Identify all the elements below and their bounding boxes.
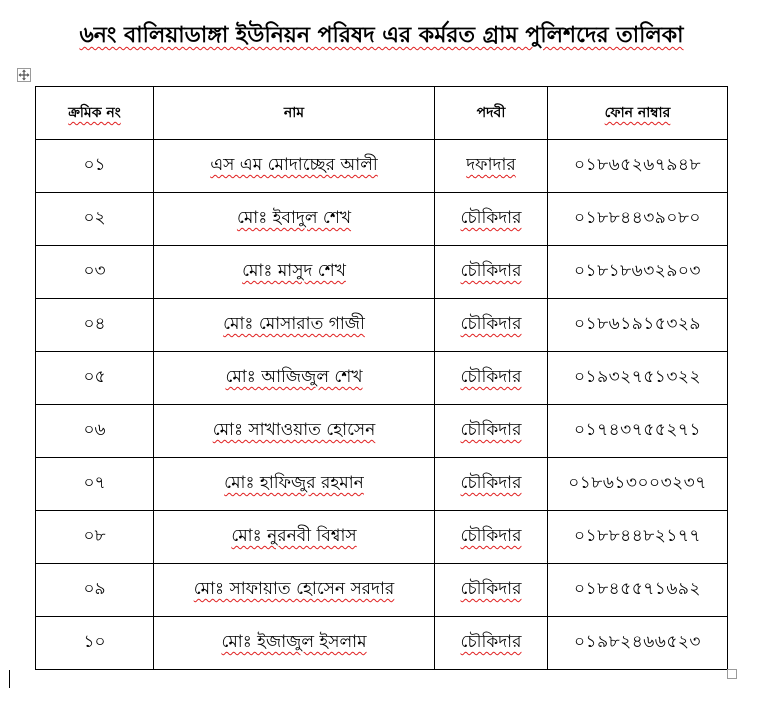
table-row — [36, 352, 728, 405]
cell-designation-text: চৌকিদার — [460, 314, 522, 334]
cell-designation — [435, 299, 548, 352]
cell-designation-text: চৌকিদার — [460, 473, 522, 493]
cell-name — [154, 617, 435, 670]
cell-designation — [435, 564, 548, 617]
cell-serial: ০৫ — [36, 352, 154, 405]
header-serial — [36, 87, 154, 140]
table-row — [36, 617, 728, 670]
cell-name-text: মোঃ সাফায়াত হোসেন সরদার — [193, 579, 395, 599]
header-designation-label: পদবী — [476, 105, 506, 121]
cell-name-text: মোঃ মাসুদ শেখ — [242, 261, 346, 281]
cell-phone: ০১৯৩২৭৫১৩২২ — [548, 352, 728, 405]
table-row — [36, 140, 728, 193]
table-move-handle-icon[interactable] — [17, 68, 31, 82]
cell-designation — [435, 193, 548, 246]
cell-designation — [435, 140, 548, 193]
cell-designation — [435, 458, 548, 511]
cell-name — [154, 511, 435, 564]
cell-phone: ০১৮৬৫২৬৭৯৪৮ — [548, 140, 728, 193]
table-row — [36, 193, 728, 246]
cell-name-text: মোঃ ইজাজুল ইসলাম — [221, 632, 367, 652]
cell-name-text: মোঃ নুরনবী বিশ্বাস — [231, 526, 357, 546]
cell-serial: ০৯ — [36, 564, 154, 617]
cell-phone: ০১৮১৮৬৩২৯০৩ — [548, 246, 728, 299]
cell-designation-text: চৌকিদার — [460, 632, 522, 652]
cell-designation — [435, 352, 548, 405]
cell-phone: ০১৯৮২৪৬৬৫২৩ — [548, 617, 728, 670]
cell-serial: ০৬ — [36, 405, 154, 458]
cell-phone: ০১৮৮৪৪৩৯০৮০ — [548, 193, 728, 246]
table-resize-handle-icon[interactable] — [727, 669, 737, 679]
cell-name-text: মোঃ মোসারাত গাজী — [223, 314, 365, 334]
cell-name — [154, 299, 435, 352]
cell-phone: ০১৮৬১৩০০৩২৩৭ — [548, 458, 728, 511]
header-name-label: নাম — [283, 105, 305, 121]
cell-serial: ০৩ — [36, 246, 154, 299]
cell-designation — [435, 405, 548, 458]
cell-designation-text: চৌকিদার — [460, 579, 522, 599]
cell-phone: ০১৮৪৫৫৭১৬৯২ — [548, 564, 728, 617]
cell-serial: ০২ — [36, 193, 154, 246]
move-arrows-icon — [18, 69, 30, 81]
header-phone-label: ফোন নাম্বার — [604, 105, 671, 121]
cell-name-text: এস এম মোদাচ্ছের আলী — [210, 155, 378, 175]
cell-designation-text: দফাদার — [466, 155, 516, 175]
table-row — [36, 246, 728, 299]
cell-name — [154, 458, 435, 511]
table-row — [36, 511, 728, 564]
cell-serial: ১০ — [36, 617, 154, 670]
table-row — [36, 564, 728, 617]
header-name — [154, 87, 435, 140]
header-phone — [548, 87, 728, 140]
header-serial-label: ক্রমিক নং — [68, 105, 121, 121]
table-header-row — [36, 87, 728, 140]
cell-phone: ০১৮৮৪৪৮২১৭৭ — [548, 511, 728, 564]
cell-serial: ০৪ — [36, 299, 154, 352]
cell-name — [154, 564, 435, 617]
cell-name — [154, 246, 435, 299]
header-designation — [435, 87, 548, 140]
cell-designation-text: চৌকিদার — [460, 261, 522, 281]
police-roster-table — [35, 86, 728, 670]
cell-name-text: মোঃ সাখাওয়াত হোসেন — [212, 420, 376, 440]
table-row — [36, 405, 728, 458]
cell-designation — [435, 617, 548, 670]
cell-designation — [435, 246, 548, 299]
document-title: ৬নং বালিয়াডাঙ্গা ইউনিয়ন পরিষদ এর কর্মরত গ্রাম পুলিশদের তালিকা — [79, 23, 684, 48]
table-row — [36, 299, 728, 352]
cell-designation-text: চৌকিদার — [460, 208, 522, 228]
cell-name — [154, 193, 435, 246]
text-cursor — [9, 670, 10, 688]
cell-designation-text: চৌকিদার — [460, 420, 522, 440]
cell-phone: ০১৭৪৩৭৫৫২৭১ — [548, 405, 728, 458]
cell-designation — [435, 511, 548, 564]
cell-name-text: মোঃ ইবাদুল শেখ — [236, 208, 352, 228]
cell-name-text: মোঃ আজিজুল শেখ — [225, 367, 363, 387]
cell-name — [154, 405, 435, 458]
cell-name — [154, 140, 435, 193]
cell-serial: ০১ — [36, 140, 154, 193]
cell-phone: ০১৮৬১৯১৫৩২৯ — [548, 299, 728, 352]
cell-name — [154, 352, 435, 405]
table-row — [36, 458, 728, 511]
cell-designation-text: চৌকিদার — [460, 367, 522, 387]
cell-serial: ০৮ — [36, 511, 154, 564]
cell-name-text: মোঃ হাফিজুর রহমান — [224, 473, 364, 493]
cell-designation-text: চৌকিদার — [460, 526, 522, 546]
cell-serial: ০৭ — [36, 458, 154, 511]
